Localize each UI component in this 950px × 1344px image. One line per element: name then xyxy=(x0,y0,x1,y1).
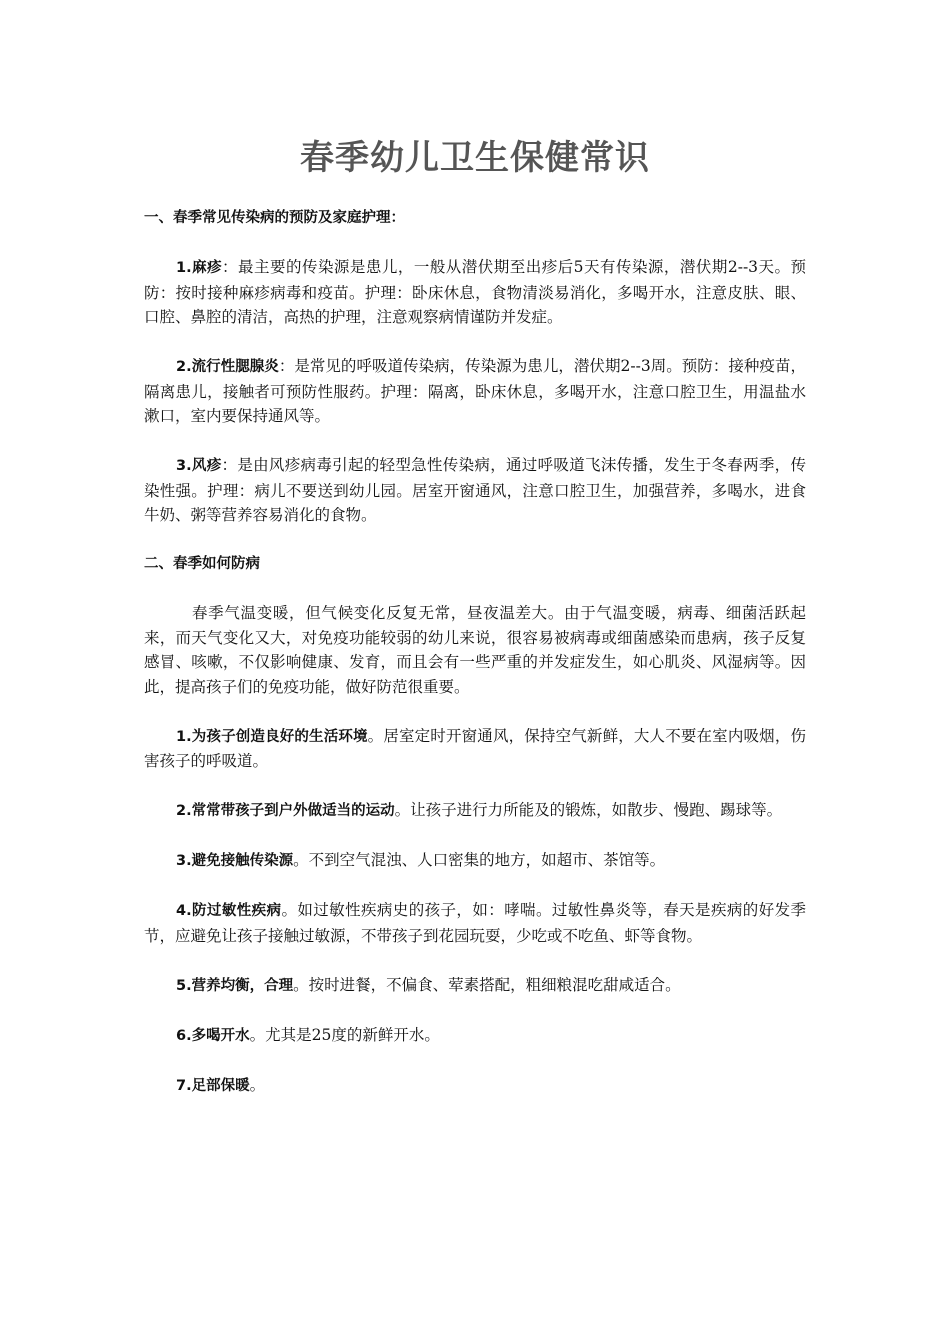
section-heading-1: 一、春季常见传染病的预防及家庭护理： xyxy=(144,210,405,226)
prevention-item xyxy=(144,973,806,999)
item-lead: 3.避免接触传染源 xyxy=(176,853,294,869)
item-text: ：是常见的呼吸道传染病，传染源为患儿，潜伏期2--3周。预防：接种疫苗，隔离患儿，接触者可预防性服药。护理：隔离，卧床休息，多喝开水，注意口腔卫生，用温盐水漱口，室内要保持通风等。 xyxy=(144,357,806,425)
item-text: 。不到空气混浊、人口密集的地方，如超市、茶馆等。 xyxy=(293,851,666,869)
section-heading-2: 二、春季如何防病 xyxy=(144,556,260,572)
item-lead: 2.流行性腮腺炎 xyxy=(176,359,279,375)
prevention-item xyxy=(144,848,806,874)
disease-item-mumps xyxy=(144,354,806,429)
item-lead: 4.防过敏性疾病 xyxy=(176,903,282,919)
item-text: 。居室定时开窗通风，保持空气新鲜，大人不要在室内吸烟，伤害孩子的呼吸道。 xyxy=(144,726,806,770)
prevention-item xyxy=(144,898,806,948)
prevention-item xyxy=(144,798,806,824)
item-text: 。如过敏性疾病史的孩子，如：哮喘。过敏性鼻炎等，春天是疾病的好发季节，应避免让孩子接触过敏源，不带孩子到花园玩耍，少吃或不吃鱼、虾等食物。 xyxy=(144,901,806,945)
item-lead: 2.常常带孩子到户外做适当的运动 xyxy=(176,803,395,819)
item-text: 。按时进餐，不偏食、荤素搭配，粗细粮混吃甜咸适合。 xyxy=(293,975,681,994)
item-lead: 7.足部保暖 xyxy=(176,1077,250,1094)
section-intro-paragraph: 春季气温变暖，但气候变化反复无常，昼夜温差大。由于气温变暖，病毒、细菌活跃起来，而天气变化又大，对免疫功能较弱的幼儿来说，很容易被病毒或细菌感染而患病，孩子反复感冒、咳嗽，不仅影响健康、发育，而且会有一些严重的并发症发生，如心肌炎、风湿病等。因此，提高孩子们的免疫功能，做好防范很重要。 xyxy=(144,604,806,696)
item-text: 。 xyxy=(249,1075,266,1094)
item-text: ：最主要的传染源是患儿，一般从潜伏期至出疹后5天有传染源，潜伏期2--3天。预防：按时接种麻疹病毒和疫苗。护理：卧床休息，食物清淡易消化，多喝开水，注意皮肤、眼、口腔、鼻腔的清洁，高热的护理，注意观察病情谨防并发症。 xyxy=(144,258,806,326)
disease-item-measles xyxy=(144,255,806,330)
document-title: 春季幼儿卫生保健常识 xyxy=(300,138,650,178)
item-lead: 3.风疹 xyxy=(176,458,222,474)
document-body xyxy=(144,206,806,1123)
item-lead: 5.营养均衡，合理 xyxy=(176,977,294,994)
item-text: ：是由风疹病毒引起的轻型急性传染病，通过呼吸道飞沫传播，发生于冬春两季，传染性强。护理：病儿不要送到幼儿园。居室开窗通风，注意口腔卫生，加强营养，多喝水，进食牛奶、粥等营养容易消化的食物。 xyxy=(144,456,806,524)
prevention-item xyxy=(144,1023,806,1049)
item-lead: 6.多喝开水 xyxy=(176,1027,250,1044)
disease-item-rubella xyxy=(144,453,806,528)
item-text: 。尤其是25度的新鲜开水。 xyxy=(249,1025,440,1044)
item-text: 。让孩子进行力所能及的锻炼，如散步、慢跑、踢球等。 xyxy=(394,801,783,819)
prevention-item xyxy=(144,1073,806,1099)
item-lead: 1.为孩子创造良好的生活环境 xyxy=(176,728,368,745)
item-lead: 1.麻疹 xyxy=(176,260,223,276)
prevention-item xyxy=(144,724,806,774)
